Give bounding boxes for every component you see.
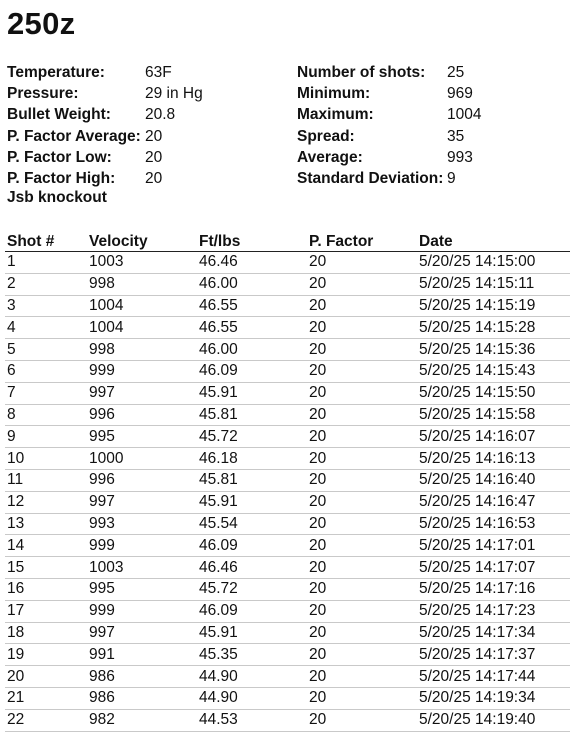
cell-ft-lbs: 45.35 bbox=[197, 644, 307, 666]
page-title: 250z bbox=[7, 6, 76, 41]
cell-date: 5/20/25 14:15:19 bbox=[417, 295, 570, 317]
cell-shot: 6 bbox=[5, 360, 87, 382]
column-header-ft-lbs: Ft/lbs bbox=[197, 229, 307, 252]
cell-date: 5/20/25 14:15:58 bbox=[417, 404, 570, 426]
stat-label: Number of shots: bbox=[297, 64, 426, 81]
cell-date: 5/20/25 14:15:50 bbox=[417, 382, 570, 404]
cell-p-factor: 20 bbox=[307, 360, 417, 382]
cell-date: 5/20/25 14:15:00 bbox=[417, 252, 570, 274]
stat-label: P. Factor High: bbox=[7, 169, 116, 187]
cell-date: 5/20/25 14:19:34 bbox=[417, 687, 570, 709]
table-row bbox=[5, 687, 570, 709]
cell-ft-lbs: 44.90 bbox=[197, 687, 307, 709]
shots-table bbox=[5, 229, 570, 732]
cell-ft-lbs: 45.91 bbox=[197, 622, 307, 644]
cell-ft-lbs: 46.46 bbox=[197, 252, 307, 274]
stat-label: Average: bbox=[297, 148, 363, 166]
cell-p-factor: 20 bbox=[307, 513, 417, 535]
cell-ft-lbs: 46.09 bbox=[197, 360, 307, 382]
cell-velocity: 991 bbox=[87, 644, 197, 666]
cell-date: 5/20/25 14:17:07 bbox=[417, 557, 570, 579]
stat-label: Spread: bbox=[297, 127, 355, 145]
cell-ft-lbs: 46.46 bbox=[197, 557, 307, 579]
table-row bbox=[5, 557, 570, 579]
table-row bbox=[5, 622, 570, 644]
cell-velocity: 997 bbox=[87, 491, 197, 513]
cell-shot: 20 bbox=[5, 666, 87, 688]
cell-velocity: 993 bbox=[87, 513, 197, 535]
cell-p-factor: 20 bbox=[307, 535, 417, 557]
cell-p-factor: 20 bbox=[307, 644, 417, 666]
cell-velocity: 998 bbox=[87, 273, 197, 295]
cell-ft-lbs: 46.09 bbox=[197, 535, 307, 557]
cell-p-factor: 20 bbox=[307, 448, 417, 470]
table-row bbox=[5, 600, 570, 622]
table-header-row bbox=[5, 229, 570, 252]
table-row bbox=[5, 644, 570, 666]
table-row bbox=[5, 295, 570, 317]
cell-ft-lbs: 45.91 bbox=[197, 382, 307, 404]
cell-shot: 8 bbox=[5, 404, 87, 426]
column-header-velocity: Velocity bbox=[87, 229, 197, 252]
cell-p-factor: 20 bbox=[307, 600, 417, 622]
cell-p-factor: 20 bbox=[307, 426, 417, 448]
cell-ft-lbs: 44.90 bbox=[197, 666, 307, 688]
stat-value: 25 bbox=[447, 64, 465, 81]
cell-shot: 12 bbox=[5, 491, 87, 513]
cell-ft-lbs: 46.55 bbox=[197, 317, 307, 339]
table-row bbox=[5, 469, 570, 491]
table-row bbox=[5, 404, 570, 426]
stat-value: 63F bbox=[145, 64, 172, 81]
cell-velocity: 1004 bbox=[87, 295, 197, 317]
stat-label: Temperature: bbox=[7, 64, 105, 81]
cell-date: 5/20/25 14:17:16 bbox=[417, 578, 570, 600]
cell-date: 5/20/25 14:16:47 bbox=[417, 491, 570, 513]
table-row bbox=[5, 382, 570, 404]
cell-ft-lbs: 45.54 bbox=[197, 513, 307, 535]
cell-ft-lbs: 45.72 bbox=[197, 426, 307, 448]
table-row bbox=[5, 448, 570, 470]
cell-shot: 18 bbox=[5, 622, 87, 644]
cell-date: 5/20/25 14:17:23 bbox=[417, 600, 570, 622]
cell-ft-lbs: 46.55 bbox=[197, 295, 307, 317]
cell-velocity: 997 bbox=[87, 622, 197, 644]
cell-date: 5/20/25 14:17:34 bbox=[417, 622, 570, 644]
cell-velocity: 999 bbox=[87, 535, 197, 557]
cell-shot: 4 bbox=[5, 317, 87, 339]
cell-velocity: 986 bbox=[87, 666, 197, 688]
cell-velocity: 986 bbox=[87, 687, 197, 709]
cell-shot: 13 bbox=[5, 513, 87, 535]
cell-date: 5/20/25 14:15:43 bbox=[417, 360, 570, 382]
stat-value: 20 bbox=[145, 127, 163, 145]
cell-velocity: 1003 bbox=[87, 252, 197, 274]
table-row bbox=[5, 426, 570, 448]
cell-p-factor: 20 bbox=[307, 687, 417, 709]
cell-date: 5/20/25 14:16:53 bbox=[417, 513, 570, 535]
column-header-shot: Shot # bbox=[5, 229, 87, 252]
stat-label: Maximum: bbox=[297, 106, 374, 124]
table-row bbox=[5, 578, 570, 600]
table-row bbox=[5, 491, 570, 513]
cell-velocity: 982 bbox=[87, 709, 197, 731]
cell-velocity: 995 bbox=[87, 426, 197, 448]
cell-shot: 10 bbox=[5, 448, 87, 470]
column-header-date: Date bbox=[417, 229, 570, 252]
stat-label: P. Factor Average: bbox=[7, 127, 141, 145]
stat-value: 20 bbox=[145, 169, 163, 187]
cell-ft-lbs: 45.81 bbox=[197, 469, 307, 491]
cell-p-factor: 20 bbox=[307, 295, 417, 317]
cell-ft-lbs: 45.72 bbox=[197, 578, 307, 600]
cell-velocity: 997 bbox=[87, 382, 197, 404]
cell-p-factor: 20 bbox=[307, 578, 417, 600]
cell-ft-lbs: 44.53 bbox=[197, 709, 307, 731]
cell-velocity: 1000 bbox=[87, 448, 197, 470]
table-row bbox=[5, 513, 570, 535]
cell-date: 5/20/25 14:17:44 bbox=[417, 666, 570, 688]
cell-shot: 21 bbox=[5, 687, 87, 709]
cell-date: 5/20/25 14:16:07 bbox=[417, 426, 570, 448]
stat-value: 20.8 bbox=[145, 106, 176, 124]
cell-date: 5/20/25 14:16:40 bbox=[417, 469, 570, 491]
cell-date: 5/20/25 14:15:36 bbox=[417, 339, 570, 361]
stat-value: 1004 bbox=[447, 106, 482, 124]
shots-table-body bbox=[5, 252, 570, 732]
cell-shot: 14 bbox=[5, 535, 87, 557]
cell-shot: 16 bbox=[5, 578, 87, 600]
stat-value: 993 bbox=[447, 148, 473, 166]
table-row bbox=[5, 709, 570, 731]
cell-ft-lbs: 46.00 bbox=[197, 339, 307, 361]
table-row bbox=[5, 339, 570, 361]
cell-velocity: 1004 bbox=[87, 317, 197, 339]
table-row bbox=[5, 535, 570, 557]
table-row bbox=[5, 317, 570, 339]
stat-label: Bullet Weight: bbox=[7, 106, 111, 124]
cell-shot: 9 bbox=[5, 426, 87, 448]
cell-p-factor: 20 bbox=[307, 666, 417, 688]
cell-date: 5/20/25 14:17:37 bbox=[417, 644, 570, 666]
cell-shot: 11 bbox=[5, 469, 87, 491]
cell-ft-lbs: 46.00 bbox=[197, 273, 307, 295]
cell-ft-lbs: 46.18 bbox=[197, 448, 307, 470]
stat-label: P. Factor Low: bbox=[7, 148, 112, 166]
cell-shot: 2 bbox=[5, 273, 87, 295]
cell-ft-lbs: 46.09 bbox=[197, 600, 307, 622]
cell-date: 5/20/25 14:17:01 bbox=[417, 535, 570, 557]
cell-date: 5/20/25 14:19:40 bbox=[417, 709, 570, 731]
cell-velocity: 995 bbox=[87, 578, 197, 600]
cell-date: 5/20/25 14:15:11 bbox=[417, 273, 570, 295]
cell-p-factor: 20 bbox=[307, 273, 417, 295]
cell-shot: 7 bbox=[5, 382, 87, 404]
table-row bbox=[5, 666, 570, 688]
cell-p-factor: 20 bbox=[307, 252, 417, 274]
stat-label: Pressure: bbox=[7, 85, 79, 103]
stat-value: 9 bbox=[447, 169, 456, 187]
cell-velocity: 999 bbox=[87, 600, 197, 622]
column-header-p-factor: P. Factor bbox=[307, 229, 417, 252]
cell-p-factor: 20 bbox=[307, 491, 417, 513]
table-row bbox=[5, 252, 570, 274]
stat-label: Standard Deviation: bbox=[297, 169, 444, 187]
cell-ft-lbs: 45.91 bbox=[197, 491, 307, 513]
cell-shot: 15 bbox=[5, 557, 87, 579]
cell-shot: 17 bbox=[5, 600, 87, 622]
cell-p-factor: 20 bbox=[307, 382, 417, 404]
cell-p-factor: 20 bbox=[307, 469, 417, 491]
cell-p-factor: 20 bbox=[307, 404, 417, 426]
cell-velocity: 996 bbox=[87, 469, 197, 491]
cell-p-factor: 20 bbox=[307, 709, 417, 731]
table-row bbox=[5, 360, 570, 382]
cell-date: 5/20/25 14:16:13 bbox=[417, 448, 570, 470]
cell-shot: 3 bbox=[5, 295, 87, 317]
cell-p-factor: 20 bbox=[307, 339, 417, 361]
cell-shot: 5 bbox=[5, 339, 87, 361]
stat-value: 969 bbox=[447, 85, 473, 103]
cell-velocity: 998 bbox=[87, 339, 197, 361]
stat-value: 20 bbox=[145, 148, 163, 166]
cell-ft-lbs: 45.81 bbox=[197, 404, 307, 426]
cell-velocity: 996 bbox=[87, 404, 197, 426]
cell-shot: 22 bbox=[5, 709, 87, 731]
table-row bbox=[5, 273, 570, 295]
cell-velocity: 999 bbox=[87, 360, 197, 382]
session-note: Jsb knockout bbox=[7, 189, 107, 206]
stat-value: 29 in Hg bbox=[145, 85, 203, 103]
cell-p-factor: 20 bbox=[307, 557, 417, 579]
cell-velocity: 1003 bbox=[87, 557, 197, 579]
stat-value: 35 bbox=[447, 127, 465, 145]
cell-p-factor: 20 bbox=[307, 317, 417, 339]
cell-p-factor: 20 bbox=[307, 622, 417, 644]
cell-shot: 19 bbox=[5, 644, 87, 666]
cell-date: 5/20/25 14:15:28 bbox=[417, 317, 570, 339]
cell-shot: 1 bbox=[5, 252, 87, 274]
stat-label: Minimum: bbox=[297, 85, 371, 103]
